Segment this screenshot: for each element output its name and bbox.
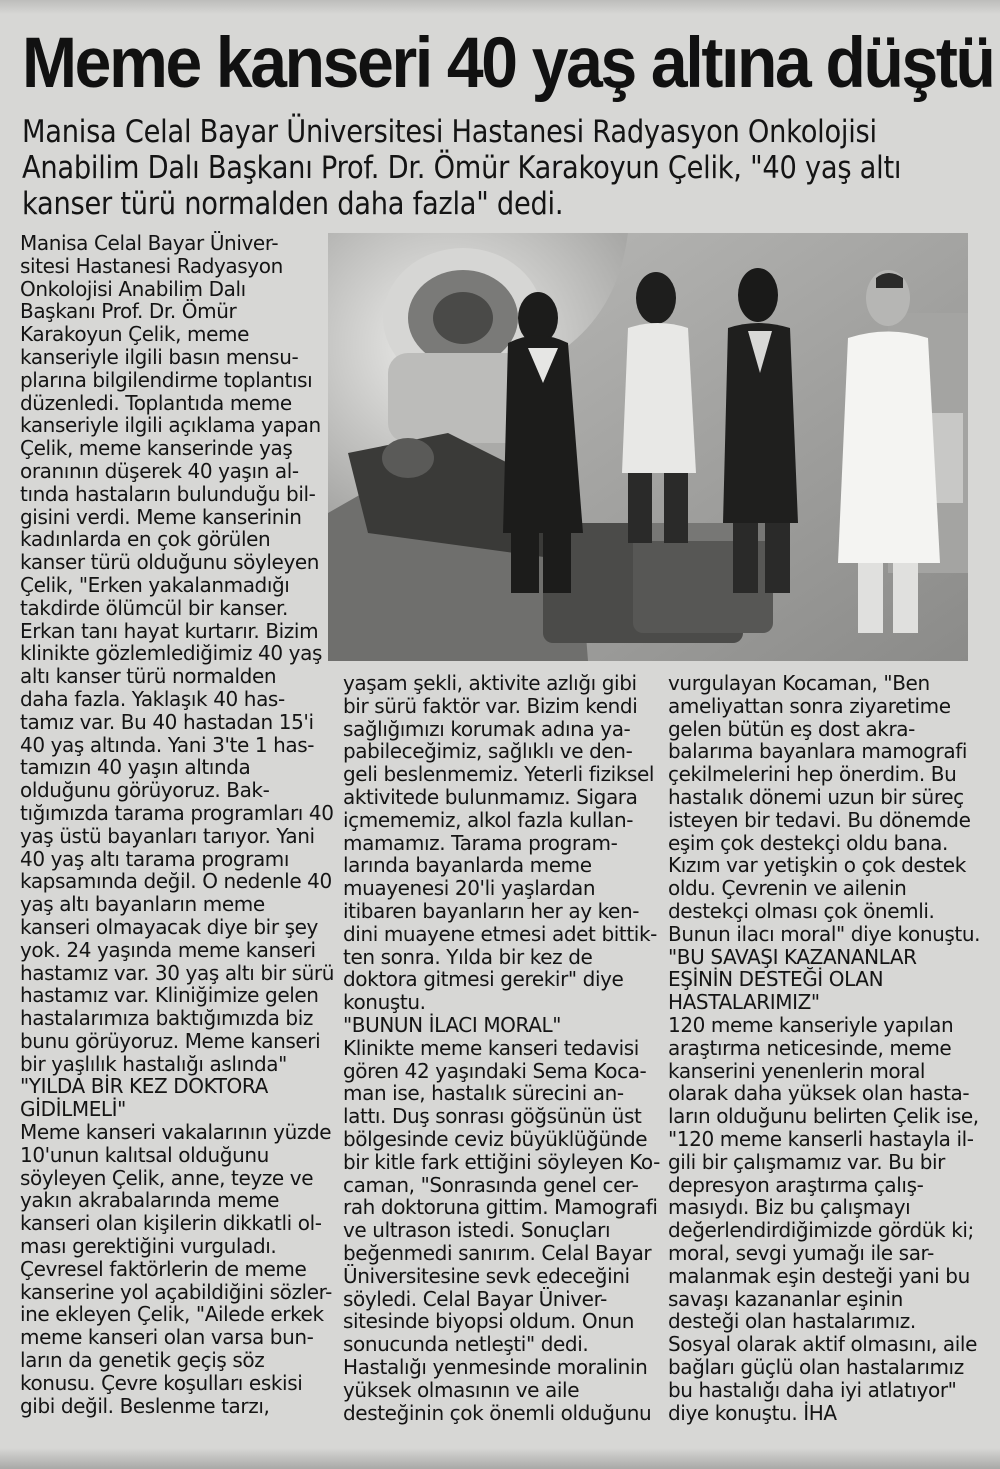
article-text-line: düzenledi. Toplantıda meme — [20, 390, 292, 415]
article-text-line: HASTALARIMIZ" — [668, 990, 820, 1015]
article-text-line: sitesi Hastanesi Radyasyon — [20, 253, 283, 278]
bottom-edge — [0, 1448, 1000, 1469]
article-text-line: gören 42 yaşındaki Sema Koca- — [343, 1058, 647, 1083]
article-text-line: gibi değil. Beslenme tarzı, — [20, 1393, 270, 1418]
article-text-line: gelen bütün eş dost akra- — [668, 716, 915, 741]
article-text-line: konuştu. — [343, 990, 426, 1015]
article-text-line: malanmak eşin desteği yani bu — [668, 1263, 970, 1288]
deck-line: Manisa Celal Bayar Üniversitesi Hastanesi Radyasyon Onkolojisi — [22, 114, 877, 150]
article-text-line: altı kanser türü normalden — [20, 664, 277, 689]
article-text-line: "BU SAVAŞI KAZANANLAR — [668, 944, 917, 969]
article-text-line: kanserini yenenlerin moral — [668, 1058, 926, 1083]
article-text-line: depresyon araştırma çalış- — [668, 1172, 924, 1197]
article-text-line: Sosyal olarak aktif olmasını, aile — [668, 1332, 977, 1357]
article-text-line: ların olduğunu belirten Çelik ise, — [668, 1104, 979, 1129]
article-text-line: isteyen bir tedavi. Bu dönemde — [668, 807, 971, 832]
article-text-line: tamız var. Bu 40 hastadan 15'i — [20, 709, 314, 734]
article-text-line: Çelik, "Erken yakalanmadığı — [20, 572, 290, 597]
article-text-line: "120 meme kanserli hastayla il- — [668, 1126, 974, 1151]
article-text-line: yüksek olmasının ve aile — [343, 1377, 580, 1402]
article-text-line: Çelik, meme kanserinde yaş — [20, 436, 293, 461]
article-column-3 — [668, 671, 981, 1425]
article-column-1 — [20, 231, 335, 1418]
article-text-line: yok. 24 yaşında meme kanseri — [20, 937, 316, 962]
article-text-line: daha fazla. Yaklaşık 40 has- — [20, 686, 285, 711]
article-text-line: kadınlarda en çok görülen — [20, 527, 271, 552]
article-text-line: pabileceğimiz, sağlıklı ve den- — [343, 739, 633, 764]
article-text-line: oldu. Çevrenin ve ailenin — [668, 876, 907, 901]
article-text-line: bir kitle fark ettiğini söyleyen Ko- — [343, 1149, 660, 1174]
article-text-line: eşim çok destekçi oldu bana. — [668, 830, 948, 855]
radiotherapy-room-photo — [328, 233, 968, 661]
article-text-line: dini muayene etmesi adet bittik- — [343, 921, 657, 946]
article-text-line: ameliyattan sonra ziyaretime — [668, 693, 951, 718]
article-text-line: kanseri olan kişilerin dikkatli ol- — [20, 1211, 322, 1236]
article-text-line: plarına bilgilendirme toplantısı — [20, 367, 313, 392]
article-text-line: Üniversitesine sevk edeceğini — [343, 1263, 630, 1288]
article-text-line: 120 meme kanseriyle yapılan — [668, 1012, 954, 1037]
article-text-line: bağları güçlü olan hastalarımız — [668, 1354, 964, 1379]
article-text-line: aktivitede bulunmamız. Sigara — [343, 784, 638, 809]
article-deck — [22, 114, 981, 222]
article-text-line: hastalık dönemi uzun bir süreç — [668, 784, 964, 809]
article-text-line: tığımızda tarama programları 40 — [20, 800, 334, 825]
article-text-line: bölgesinde ceviz büyüklüğünde — [343, 1126, 648, 1151]
article-text-line: GİDİLMELİ" — [20, 1097, 126, 1122]
article-text-line: bir yaşlılık hastalığı aslında" — [20, 1051, 287, 1076]
deck-line: Anabilim Dalı Başkanı Prof. Dr. Ömür Karakoyun Çelik, "40 yaş altı — [22, 150, 902, 186]
article-text-line: sağlığımızı korumak adına ya- — [343, 716, 631, 741]
article-text-line: caman, "Sonrasında genel cer- — [343, 1172, 639, 1197]
article-text-line: oranının düşerek 40 yaşın al- — [20, 458, 299, 483]
article-text-line: olduğunu görüyoruz. Bak- — [20, 778, 270, 803]
article-text-line: Kızım var yetişkin o çok destek — [668, 853, 966, 878]
article-text-line: içmememiz, alkol fazla kullan- — [343, 807, 634, 832]
article-text-line: Çevresel faktörlerin de meme — [20, 1256, 307, 1281]
top-edge — [0, 0, 1000, 14]
article-text-line: hastalarımıza baktığımızda biz — [20, 1006, 313, 1031]
article-text-line: yaş altı bayanların meme — [20, 892, 265, 917]
article-text-line: ması gerektiğini vurguladı. — [20, 1234, 277, 1259]
article-text-line: kanseriyle ilgili basın mensu- — [20, 344, 299, 369]
article-text-line: destekçi olması çok önemli. — [668, 898, 935, 923]
article-text-line: bir sürü faktör var. Bizim kendi — [343, 693, 638, 718]
article-text-line: ten sonra. Yılda bir kez de — [343, 944, 593, 969]
article-text-line: kanserine yol açabildiğini sözler- — [20, 1279, 332, 1304]
article-text-line: masıydı. Biz bu çalışmayı — [668, 1195, 911, 1220]
article-text-line: moral, sevgi yumağı ile sar- — [668, 1240, 934, 1265]
article-text-line: Erkan tanı hayat kurtarır. Bizim — [20, 618, 319, 643]
article-text-line: Bunun ilacı moral" diye konuştu. — [668, 921, 981, 946]
article-text-line: beğenmedi sanırım. Celal Bayar — [343, 1240, 652, 1265]
article-text-line: gili bir çalışmamız var. Bu bir — [668, 1149, 945, 1174]
article-text-line: 40 yaş altında. Yani 3'te 1 has- — [20, 732, 315, 757]
article-text-line: takdirde ölümcül bir kanser. — [20, 595, 288, 620]
article-text-line: tamızın 40 yaşın altında — [20, 755, 251, 780]
deck-line: kanser türü normalden daha fazla" dedi. — [22, 186, 564, 222]
article-text-line: mamamız. Tarama program- — [343, 830, 618, 855]
article-text-line: EŞİNİN DESTEĞİ OLAN — [668, 967, 884, 992]
article-text-line: 10'unun kalıtsal olduğunu — [20, 1142, 269, 1167]
article-text-line: itibaren bayanların her ay ken- — [343, 898, 640, 923]
article-text-line: bunu görüyoruz. Meme kanseri — [20, 1028, 321, 1053]
article-text-line: ların da genetik geçiş söz — [20, 1348, 265, 1373]
article-text-line: yaş üstü bayanları tarıyor. Yani — [20, 823, 315, 848]
article-text-line: ine ekleyen Çelik, "Ailede erkek — [20, 1302, 324, 1327]
article-text-line: tında hastaların bulunduğu bil- — [20, 481, 316, 506]
article-text-line: klinikte gözlemlediğimiz 40 yaş — [20, 641, 322, 666]
article-text-line: yaşam şekli, aktivite azlığı gibi — [343, 671, 637, 695]
article-text-line: Manisa Celal Bayar Üniver- — [20, 231, 279, 255]
article-text-line: "BUNUN İLACI MORAL" — [343, 1012, 562, 1037]
article-text-line: kanseri olmayacak diye bir şey — [20, 914, 318, 939]
article-text-line: kanser türü olduğunu söyleyen — [20, 550, 320, 575]
article-text-line: gisini verdi. Meme kanserinin — [20, 504, 302, 529]
article-text-line: doktora gitmesi gerekir" diye — [343, 967, 624, 992]
article-text-line: desteğinin çok önemli olduğunu — [343, 1400, 652, 1425]
article-headline: Meme kanseri 40 yaş altına düştü — [22, 24, 994, 103]
article-text-line: değerlendirdiğimizde gördük ki; — [668, 1218, 974, 1243]
article-text-line: Meme kanseri vakalarının yüzde — [20, 1120, 332, 1145]
article-text-line: söyledi. Celal Bayar Üniver- — [343, 1286, 607, 1311]
article-text-line: larında bayanlarda meme — [343, 853, 592, 878]
news-photo — [328, 233, 968, 661]
article-text-line: rah doktoruna gittim. Mamografi — [343, 1195, 658, 1220]
article-text-line: kanseriyle ilgili açıklama yapan — [20, 413, 321, 438]
article-text-line: araştırma neticesinde, meme — [668, 1035, 952, 1060]
article-text-line: Onkolojisi Anabilim Dalı — [20, 276, 246, 301]
article-text-line: yakın akrabalarında meme — [20, 1188, 280, 1213]
article-text-line: kapsamında değil. O nedenle 40 — [20, 869, 332, 894]
article-text-line: balarıma bayanlara mamografi — [668, 739, 968, 764]
article-text-line: sonucunda netleşti" dedi. — [343, 1332, 589, 1357]
article-text-line: man ise, hastalık sürecini an- — [343, 1081, 624, 1106]
article-text-line: 40 yaş altı tarama programı — [20, 846, 290, 871]
article-text-line: desteği olan hastalarımız. — [668, 1309, 916, 1334]
article-text-line: Başkanı Prof. Dr. Ömür — [20, 299, 237, 324]
article-column-2 — [343, 671, 660, 1425]
article-text-line: hastamız var. 30 yaş altı bir sürü — [20, 960, 335, 985]
article-text-line: vurgulayan Kocaman, "Ben — [668, 671, 930, 695]
article-text-line: savaşı kazananlar eşinin — [668, 1286, 903, 1311]
article-text-line: geli beslenmemiz. Yeterli fiziksel — [343, 762, 655, 787]
article-text-line: çekilmelerini hep önerdim. Bu — [668, 762, 957, 787]
article-text-line: olarak daha yüksek olan hasta- — [668, 1081, 970, 1106]
article-text-line: bu hastalığı daha iyi atlatıyor" — [668, 1377, 957, 1402]
article-text-line: Klinikte meme kanseri tedavisi — [343, 1035, 639, 1060]
article-text-line: hastamız var. Kliniğimize gelen — [20, 983, 319, 1008]
article-text-line: Karakoyun Çelik, meme — [20, 322, 250, 347]
article-text-line: Hastalığı yenmesinde moralinin — [343, 1354, 648, 1379]
article-text-line: muayenesi 20'li yaşlardan — [343, 876, 596, 901]
article-text-line: söyleyen Çelik, anne, teyze ve — [20, 1165, 314, 1190]
article-text-line: lattı. Duş sonrası göğsünün üst — [343, 1104, 642, 1129]
article-text-line: ve ultrason istedi. Sonuçları — [343, 1218, 611, 1243]
article-text-line: "YILDA BİR KEZ DOKTORA — [20, 1074, 268, 1099]
article-text-line: meme kanseri olan varsa bun- — [20, 1325, 314, 1350]
article-text-line: sitesinde biyopsi oldum. Onun — [343, 1309, 635, 1334]
article-text-line: konusu. Çevre koşulları eskisi — [20, 1370, 303, 1395]
article-text-line: diye konuştu. İHA — [668, 1400, 837, 1425]
